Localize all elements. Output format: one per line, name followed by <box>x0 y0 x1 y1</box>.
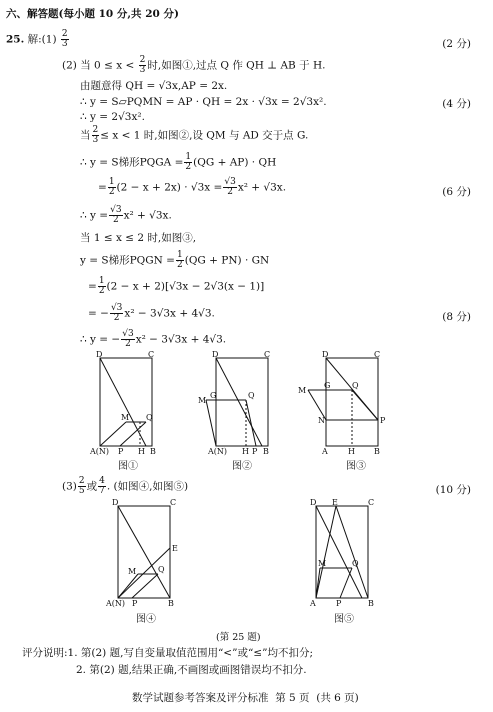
svg-text:P: P <box>336 599 342 608</box>
svg-text:C: C <box>264 350 271 359</box>
part2-line12: = − $\frac{√3}{2}$ x² − 3√3x + 4√3. <box>88 303 215 323</box>
svg-text:A: A <box>310 599 316 608</box>
part2-score-4: (4 分) <box>442 98 471 110</box>
part3-score: (10 分) <box>435 484 471 496</box>
figure-2 <box>196 350 276 456</box>
svg-text:D: D <box>112 498 119 507</box>
part2-tag: (2) <box>62 59 77 72</box>
footer-total: (共 6 页) <box>316 692 359 704</box>
svg-text:M: M <box>121 413 130 422</box>
footer-title: 数学试题参考答案及评分标准 <box>132 692 269 704</box>
svg-text:Q: Q <box>352 381 359 390</box>
svg-text:M: M <box>198 396 207 405</box>
part2-line2: 由题意得 QH = √3x,AP = 2x. <box>80 80 228 92</box>
svg-text:H: H <box>348 447 355 456</box>
part2-score-6: (6 分) <box>442 186 471 198</box>
part2-line1: (2) 当 0 ≤ x < $\frac{2}{3}$ 时,如图①,过点 Q 作 QH ⊥ AB 于 H. <box>62 55 326 75</box>
svg-text:B: B <box>368 599 374 608</box>
svg-text:A(N): A(N) <box>208 447 228 456</box>
part3-line: (3) $\frac{2}{5}$ 或 $\frac{4}{7}$ . (如图④,如图⑤) <box>62 476 189 496</box>
problem-25-part1 <box>6 30 70 49</box>
svg-text:B: B <box>263 447 269 456</box>
svg-text:P: P <box>118 447 124 456</box>
caption-fig2: 图② <box>232 461 252 472</box>
svg-text:A(N): A(N) <box>106 599 126 608</box>
svg-text:B: B <box>168 599 174 608</box>
part2-line7: = $\frac{1}{2}$ (2 − x + 2x) · √3x = $\frac{√3}{2}$ x² + √3x. <box>98 177 287 197</box>
part2-line4: ∴ y = 2√3x². <box>80 111 145 123</box>
figure-4 <box>98 496 188 608</box>
svg-text:E: E <box>332 498 338 507</box>
svg-text:P: P <box>252 447 258 456</box>
footer-page: 第 5 页 <box>275 692 310 704</box>
svg-text:Q: Q <box>146 413 153 422</box>
svg-text:D: D <box>322 350 329 359</box>
part1-score: (2 分) <box>442 38 471 50</box>
page-footer <box>132 690 359 705</box>
svg-text:B: B <box>374 447 380 456</box>
caption-fig5: 图⑤ <box>334 614 354 625</box>
problem-number: 25. <box>6 33 25 46</box>
part2-line5: 当 $\frac{2}{3}$ ≤ x < 1 时,如图②,设 QM 与 AD 交于点 G. <box>80 125 309 145</box>
svg-text:P: P <box>132 599 138 608</box>
part2-line13: ∴ y = − $\frac{√3}{2}$ x² − 3√3x + 4√3. <box>80 329 227 349</box>
part2-score-8: (8 分) <box>442 311 471 323</box>
svg-text:Q: Q <box>158 565 165 574</box>
svg-text:Q: Q <box>352 559 359 568</box>
svg-text:C: C <box>368 498 375 507</box>
svg-text:H: H <box>138 447 145 456</box>
svg-text:A: A <box>322 447 328 456</box>
svg-text:D: D <box>96 350 103 359</box>
grading-note-1: 评分说明:1. 第(2) 题,写自变量取值范围用“<”或“≤”均不扣分; <box>22 647 314 659</box>
svg-text:C: C <box>170 498 177 507</box>
svg-text:P: P <box>380 416 386 425</box>
svg-text:M: M <box>128 567 137 576</box>
fig1-label-a: A(N) <box>90 447 110 456</box>
svg-text:E: E <box>172 544 178 553</box>
svg-text:C: C <box>374 350 381 359</box>
part2-line10: y = S梯形PQGN = $\frac{1}{2}$ (QG + PN) · GN <box>80 250 270 270</box>
svg-text:Q: Q <box>248 391 255 400</box>
part1-fraction: $\frac{2}{3}$ <box>61 29 68 49</box>
section-title: 六、解答题 <box>6 8 59 20</box>
caption-fig3: 图③ <box>346 461 366 472</box>
section-heading <box>6 8 179 21</box>
svg-text:M: M <box>298 386 307 395</box>
part2-line11: = $\frac{1}{2}$ (2 − x + 2)[√3x − 2√3(x − 1)] <box>88 276 265 296</box>
figure-5 <box>296 496 386 608</box>
svg-text:G: G <box>324 381 331 390</box>
svg-text:D: D <box>310 498 317 507</box>
part1-tag: (1) <box>41 33 57 46</box>
part2-line9: 当 1 ≤ x ≤ 2 时,如图③, <box>80 232 197 244</box>
part2-line6: ∴ y = S梯形PQGA = $\frac{1}{2}$ (QG + AP) · QH <box>80 152 277 172</box>
figure-group-caption: (第 25 题) <box>216 632 261 643</box>
svg-text:H: H <box>242 447 249 456</box>
section-note: (每小题 10 分,共 20 分) <box>58 8 179 20</box>
caption-fig1: 图① <box>118 461 138 472</box>
svg-text:D: D <box>212 350 219 359</box>
svg-text:C: C <box>148 350 155 359</box>
svg-text:B: B <box>150 447 156 456</box>
svg-text:M: M <box>318 559 327 568</box>
caption-fig4: 图④ <box>136 614 156 625</box>
figure-1 <box>88 350 168 456</box>
grading-note-2: 2. 第(2) 题,结果正确,不画图或画图错误均不扣分. <box>76 664 307 676</box>
figure-3 <box>296 350 386 456</box>
part2-line8: ∴ y = $\frac{√3}{2}$ x² + √3x. <box>80 205 172 225</box>
part2-line3: ∴ y = S▱PQMN = AP · QH = 2x · √3x = 2√3x². <box>80 96 327 108</box>
svg-text:G: G <box>210 391 217 400</box>
svg-text:N: N <box>318 416 325 425</box>
solution-label: 解: <box>27 33 42 46</box>
